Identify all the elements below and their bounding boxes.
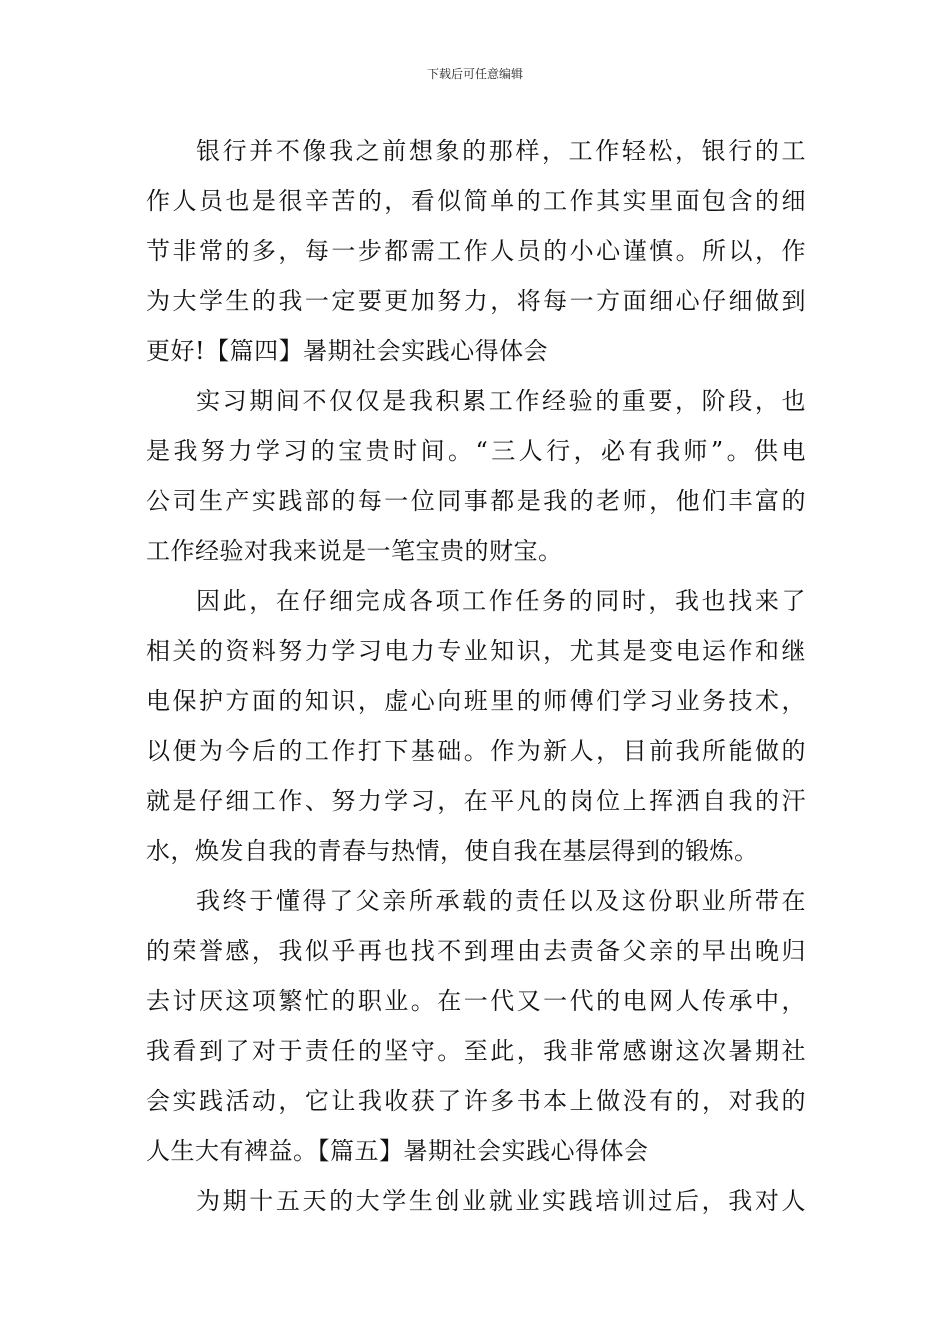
text-line: 的荣誉感，我似乎再也找不到理由去责备父亲的早出晚归 xyxy=(146,937,806,965)
text-line: 实习期间不仅仅是我积累工作经验的重要，阶段，也 xyxy=(196,387,806,415)
text-line: 人生大有裨益。【篇五】暑期社会实践心得体会 xyxy=(146,1137,649,1165)
page-header: 下载后可任意编辑 xyxy=(426,67,523,81)
text-line: 电保护方面的知识，虚心向班里的师傅们学习业务技术， xyxy=(146,687,806,715)
text-line: 我终于懂得了父亲所承载的责任以及这份职业所带在 xyxy=(196,887,806,915)
text-line: 为期十五天的大学生创业就业实践培训过后，我对人 xyxy=(196,1187,806,1215)
text-line: 以便为今后的工作打下基础。作为新人，目前我所能做的 xyxy=(146,737,806,765)
text-line: 因此，在仔细完成各项工作任务的同时，我也找来了 xyxy=(196,587,806,615)
text-line: 是我努力学习的宝贵时间。“三人行，必有我师”。供电 xyxy=(146,437,806,465)
text-line: 水，焕发自我的青春与热情，使自我在基层得到的锻炼。 xyxy=(146,837,759,865)
text-line: 工作经验对我来说是一笔宝贵的财宝。 xyxy=(146,537,563,565)
text-line: 公司生产实践部的每一位同事都是我的老师，他们丰富的 xyxy=(146,487,806,515)
text-line: 我看到了对于责任的坚守。至此，我非常感谢这次暑期社 xyxy=(146,1037,806,1065)
text-line: 银行并不像我之前想象的那样，工作轻松，银行的工 xyxy=(196,137,806,165)
text-line: 会实践活动，它让我收获了许多书本上做没有的，对我的 xyxy=(146,1087,806,1115)
text-line: 为大学生的我一定要更加努力，将每一方面细心仔细做到 xyxy=(146,287,806,315)
text-line: 就是仔细工作、努力学习，在平凡的岗位上挥洒自我的汗 xyxy=(146,787,806,815)
text-line: 作人员也是很辛苦的，看似简单的工作其实里面包含的细 xyxy=(146,187,806,215)
text-line: 节非常的多，每一步都需工作人员的小心谨慎。所以，作 xyxy=(146,237,806,265)
text-line: 去讨厌这项繁忙的职业。在一代又一代的电网人传承中， xyxy=(146,987,806,1015)
text-line: 更好!【篇四】暑期社会实践心得体会 xyxy=(146,337,549,365)
text-line: 相关的资料努力学习电力专业知识，尤其是变电运作和继 xyxy=(146,637,806,665)
document-body xyxy=(146,126,806,1226)
